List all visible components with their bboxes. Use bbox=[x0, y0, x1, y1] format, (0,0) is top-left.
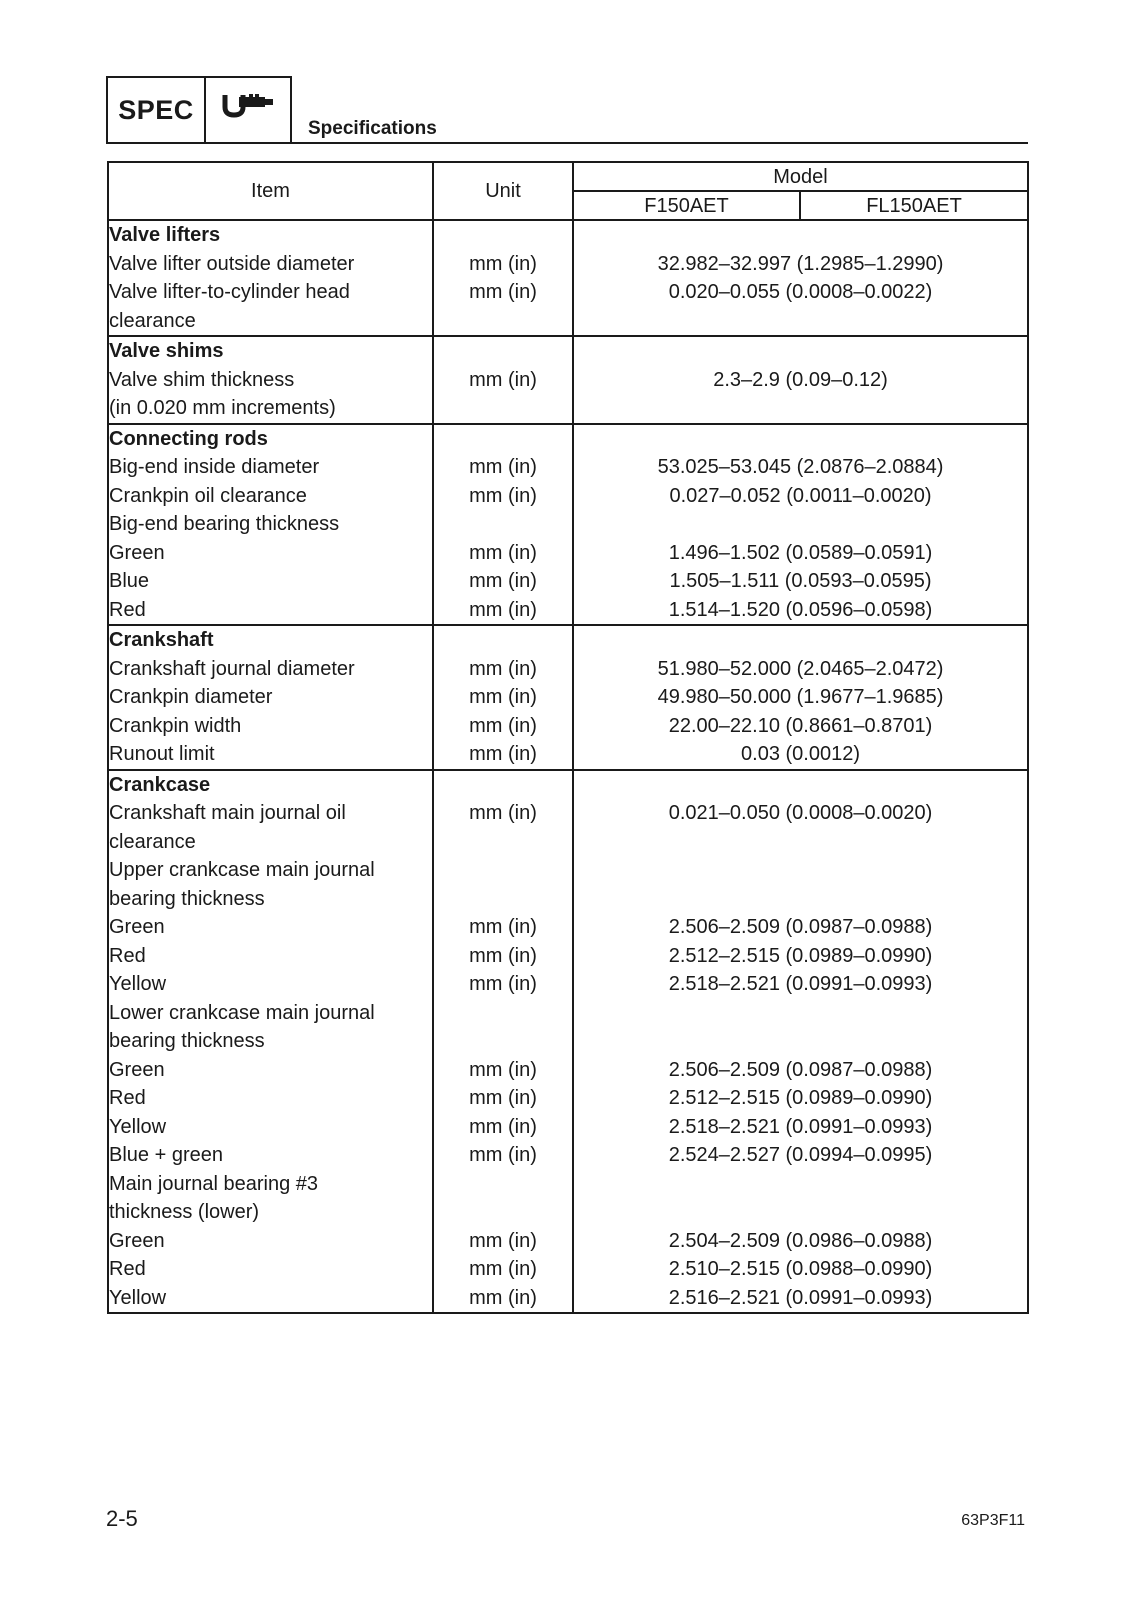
unit-cell: mm (in) bbox=[433, 278, 573, 307]
table-row bbox=[108, 307, 1028, 337]
value-cell: 2.510–2.515 (0.0988–0.0990) bbox=[573, 1255, 1028, 1284]
item-label: Upper crankcase main journal bbox=[108, 856, 433, 885]
page-number: 2-5 bbox=[106, 1506, 138, 1531]
spec-header-box bbox=[106, 76, 292, 144]
unit-cell: mm (in) bbox=[433, 596, 573, 626]
unit-cell bbox=[433, 828, 573, 857]
unit-cell bbox=[433, 510, 573, 539]
value-cell: 32.982–32.997 (1.2985–1.2990) bbox=[573, 250, 1028, 279]
value-cell bbox=[573, 1170, 1028, 1199]
value-cell: 2.512–2.515 (0.0989–0.0990) bbox=[573, 942, 1028, 971]
table-row bbox=[108, 1113, 1028, 1142]
value-cell: 1.505–1.511 (0.0593–0.0595) bbox=[573, 567, 1028, 596]
unit-cell: mm (in) bbox=[433, 799, 573, 828]
unit-cell: mm (in) bbox=[433, 567, 573, 596]
item-label: Crankshaft main journal oil bbox=[108, 799, 433, 828]
unit-cell: mm (in) bbox=[433, 942, 573, 971]
table-row bbox=[108, 712, 1028, 741]
value-cell bbox=[573, 424, 1028, 454]
unit-cell bbox=[433, 1170, 573, 1199]
unit-cell bbox=[433, 424, 573, 454]
item-label: Yellow bbox=[108, 1113, 433, 1142]
table-row bbox=[108, 856, 1028, 885]
unit-cell bbox=[433, 856, 573, 885]
col-header-model-f150aet: F150AET bbox=[573, 191, 800, 220]
value-cell: 0.020–0.055 (0.0008–0.0022) bbox=[573, 278, 1028, 307]
item-label: Valve lifter-to-cylinder head bbox=[108, 278, 433, 307]
unit-cell: mm (in) bbox=[433, 1113, 573, 1142]
value-cell: 2.506–2.509 (0.0987–0.0988) bbox=[573, 1056, 1028, 1085]
item-label: Blue + green bbox=[108, 1141, 433, 1170]
group-title: Crankcase bbox=[108, 770, 433, 800]
table-row bbox=[108, 366, 1028, 395]
group-title-row bbox=[108, 770, 1028, 800]
table-row bbox=[108, 1284, 1028, 1314]
unit-cell bbox=[433, 625, 573, 655]
table-row bbox=[108, 799, 1028, 828]
value-cell bbox=[573, 1027, 1028, 1056]
unit-cell: mm (in) bbox=[433, 1056, 573, 1085]
group-title: Valve shims bbox=[108, 336, 433, 366]
item-label: Red bbox=[108, 1084, 433, 1113]
unit-cell: mm (in) bbox=[433, 453, 573, 482]
col-header-unit: Unit bbox=[433, 162, 573, 220]
table-row bbox=[108, 1056, 1028, 1085]
table-row bbox=[108, 885, 1028, 914]
value-cell: 0.021–0.050 (0.0008–0.0020) bbox=[573, 799, 1028, 828]
value-cell bbox=[573, 336, 1028, 366]
unit-cell: mm (in) bbox=[433, 913, 573, 942]
value-cell bbox=[573, 999, 1028, 1028]
col-header-model-fl150aet: FL150AET bbox=[800, 191, 1028, 220]
table-row bbox=[108, 1141, 1028, 1170]
value-cell: 2.3–2.9 (0.09–0.12) bbox=[573, 366, 1028, 395]
item-label: Runout limit bbox=[108, 740, 433, 770]
item-label: Main journal bearing #3 bbox=[108, 1170, 433, 1199]
item-label: bearing thickness bbox=[108, 1027, 433, 1056]
value-cell: 2.512–2.515 (0.0989–0.0990) bbox=[573, 1084, 1028, 1113]
table-row bbox=[108, 482, 1028, 511]
table-row bbox=[108, 1084, 1028, 1113]
value-cell: 0.027–0.052 (0.0011–0.0020) bbox=[573, 482, 1028, 511]
table-row bbox=[108, 1198, 1028, 1227]
section-title: Specifications bbox=[308, 118, 437, 139]
unit-cell: mm (in) bbox=[433, 655, 573, 684]
table-row bbox=[108, 999, 1028, 1028]
table-row bbox=[108, 1027, 1028, 1056]
unit-cell: mm (in) bbox=[433, 1255, 573, 1284]
group-title-row bbox=[108, 424, 1028, 454]
table-row bbox=[108, 567, 1028, 596]
table-row bbox=[108, 683, 1028, 712]
table-row bbox=[108, 828, 1028, 857]
unit-cell: mm (in) bbox=[433, 683, 573, 712]
group-title-row bbox=[108, 336, 1028, 366]
value-cell bbox=[573, 625, 1028, 655]
unit-cell bbox=[433, 999, 573, 1028]
document-code: 63P3F11 bbox=[961, 1512, 1025, 1529]
value-cell: 0.03 (0.0012) bbox=[573, 740, 1028, 770]
unit-cell bbox=[433, 336, 573, 366]
header-rule bbox=[292, 142, 1028, 144]
unit-cell: mm (in) bbox=[433, 1284, 573, 1314]
value-cell bbox=[573, 394, 1028, 424]
unit-cell: mm (in) bbox=[433, 740, 573, 770]
item-label: Crankpin oil clearance bbox=[108, 482, 433, 511]
unit-cell bbox=[433, 1027, 573, 1056]
item-label: Green bbox=[108, 913, 433, 942]
unit-cell bbox=[433, 885, 573, 914]
value-cell: 1.514–1.520 (0.0596–0.0598) bbox=[573, 596, 1028, 626]
item-label: Blue bbox=[108, 567, 433, 596]
item-label: thickness (lower) bbox=[108, 1198, 433, 1227]
value-cell: 2.518–2.521 (0.0991–0.0993) bbox=[573, 970, 1028, 999]
spec-group bbox=[108, 336, 1028, 424]
item-label: Green bbox=[108, 1227, 433, 1256]
item-label: bearing thickness bbox=[108, 885, 433, 914]
table-row bbox=[108, 655, 1028, 684]
group-title: Valve lifters bbox=[108, 220, 433, 250]
value-cell: 53.025–53.045 (2.0876–2.0884) bbox=[573, 453, 1028, 482]
unit-cell bbox=[433, 307, 573, 337]
value-cell bbox=[573, 1198, 1028, 1227]
table-row bbox=[108, 278, 1028, 307]
item-label: Crankpin diameter bbox=[108, 683, 433, 712]
spec-label: SPEC bbox=[108, 78, 206, 142]
item-label: Crankshaft journal diameter bbox=[108, 655, 433, 684]
group-title-row bbox=[108, 625, 1028, 655]
item-label: Green bbox=[108, 539, 433, 568]
group-title: Connecting rods bbox=[108, 424, 433, 454]
value-cell: 2.506–2.509 (0.0987–0.0988) bbox=[573, 913, 1028, 942]
unit-cell: mm (in) bbox=[433, 1227, 573, 1256]
value-cell: 2.524–2.527 (0.0994–0.0995) bbox=[573, 1141, 1028, 1170]
item-label: Lower crankcase main journal bbox=[108, 999, 433, 1028]
value-cell: 51.980–52.000 (2.0465–2.0472) bbox=[573, 655, 1028, 684]
value-cell bbox=[573, 770, 1028, 800]
group-title: Crankshaft bbox=[108, 625, 433, 655]
value-cell: 2.518–2.521 (0.0991–0.0993) bbox=[573, 1113, 1028, 1142]
value-cell bbox=[573, 828, 1028, 857]
item-label: Red bbox=[108, 1255, 433, 1284]
unit-cell: mm (in) bbox=[433, 712, 573, 741]
table-row bbox=[108, 1227, 1028, 1256]
item-label: Green bbox=[108, 1056, 433, 1085]
value-cell bbox=[573, 856, 1028, 885]
table-row bbox=[108, 596, 1028, 626]
table-row bbox=[108, 1255, 1028, 1284]
value-cell: 22.00–22.10 (0.8661–0.8701) bbox=[573, 712, 1028, 741]
caliper-icon bbox=[206, 78, 290, 142]
item-label: Yellow bbox=[108, 1284, 433, 1314]
table-row bbox=[108, 394, 1028, 424]
item-label: clearance bbox=[108, 307, 433, 337]
value-cell bbox=[573, 220, 1028, 250]
unit-cell bbox=[433, 1198, 573, 1227]
unit-cell: mm (in) bbox=[433, 250, 573, 279]
item-label: Big-end bearing thickness bbox=[108, 510, 433, 539]
item-label: Red bbox=[108, 596, 433, 626]
unit-cell: mm (in) bbox=[433, 1084, 573, 1113]
item-label: Red bbox=[108, 942, 433, 971]
col-header-model: Model bbox=[573, 162, 1028, 191]
item-label: Valve lifter outside diameter bbox=[108, 250, 433, 279]
item-label: Yellow bbox=[108, 970, 433, 999]
unit-cell: mm (in) bbox=[433, 366, 573, 395]
table-row bbox=[108, 250, 1028, 279]
table-row bbox=[108, 539, 1028, 568]
unit-cell bbox=[433, 394, 573, 424]
unit-cell bbox=[433, 770, 573, 800]
spec-group bbox=[108, 220, 1028, 336]
unit-cell: mm (in) bbox=[433, 970, 573, 999]
spec-group bbox=[108, 424, 1028, 626]
table-row bbox=[108, 1170, 1028, 1199]
value-cell: 49.980–50.000 (1.9677–1.9685) bbox=[573, 683, 1028, 712]
spec-group bbox=[108, 625, 1028, 770]
value-cell bbox=[573, 307, 1028, 337]
value-cell: 1.496–1.502 (0.0589–0.0591) bbox=[573, 539, 1028, 568]
table-row bbox=[108, 913, 1028, 942]
table-row bbox=[108, 970, 1028, 999]
unit-cell: mm (in) bbox=[433, 1141, 573, 1170]
item-label: Crankpin width bbox=[108, 712, 433, 741]
unit-cell bbox=[433, 220, 573, 250]
group-title-row bbox=[108, 220, 1028, 250]
table-row bbox=[108, 740, 1028, 770]
value-cell bbox=[573, 885, 1028, 914]
item-label: (in 0.020 mm increments) bbox=[108, 394, 433, 424]
item-label: Valve shim thickness bbox=[108, 366, 433, 395]
spec-table bbox=[107, 161, 1029, 1314]
table-row bbox=[108, 942, 1028, 971]
value-cell: 2.504–2.509 (0.0986–0.0988) bbox=[573, 1227, 1028, 1256]
table-row bbox=[108, 453, 1028, 482]
value-cell: 2.516–2.521 (0.0991–0.0993) bbox=[573, 1284, 1028, 1314]
value-cell bbox=[573, 510, 1028, 539]
unit-cell: mm (in) bbox=[433, 539, 573, 568]
item-label: clearance bbox=[108, 828, 433, 857]
table-row bbox=[108, 510, 1028, 539]
unit-cell: mm (in) bbox=[433, 482, 573, 511]
col-header-item: Item bbox=[108, 162, 433, 220]
spec-group bbox=[108, 770, 1028, 1314]
item-label: Big-end inside diameter bbox=[108, 453, 433, 482]
